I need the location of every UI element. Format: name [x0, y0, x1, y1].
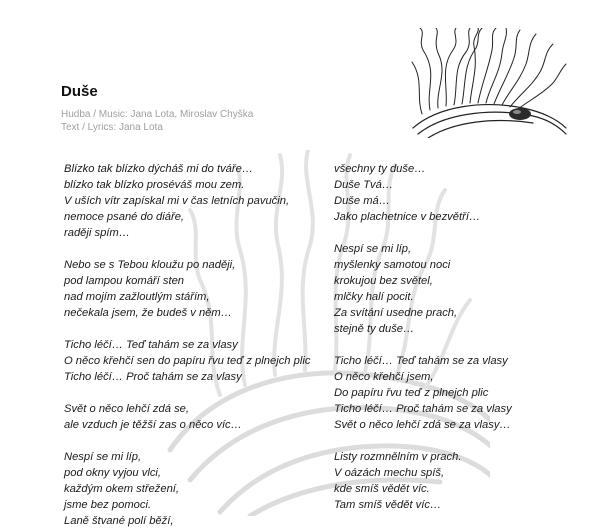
stanza	[334, 449, 584, 513]
lyric-line: mlčky halí pocit.	[334, 291, 414, 303]
lyric-line: krokujou bez světel,	[334, 275, 433, 287]
lyric-line: Svět o něco lehčí zdá se,	[64, 403, 190, 415]
lyric-line: Za svítání usedne prach,	[334, 307, 458, 319]
lyrics-column-right	[334, 161, 584, 513]
lyric-line: O něco křehčí jsem,	[334, 371, 434, 383]
lyric-line: Svět o něco lehčí zdá se za vlasy…	[334, 419, 511, 431]
lyric-line: ale vzduch je těžší zas o něco víc…	[64, 419, 242, 431]
lyric-line: stejně ty duše…	[334, 323, 415, 335]
lyric-line: Ticho léčí… Teď tahám se za vlasy	[334, 355, 508, 367]
lyric-line: Ticho léčí… Proč tahám se za vlasy	[64, 371, 242, 383]
lyric-line: Nespí se mi líp,	[334, 243, 412, 255]
lyric-line: nad mojím zažloutlým stářím,	[64, 291, 210, 303]
lyric-line: Nebo se s Tebou kloužu po naději,	[64, 259, 236, 271]
lyric-line: Laně štvané polí běží,	[64, 515, 174, 527]
lyrics-column-left	[64, 161, 314, 529]
lyric-line: Duše Tvá…	[334, 179, 394, 191]
stanza	[334, 353, 584, 433]
lyric-line: raději spím…	[64, 227, 130, 239]
stanza	[64, 257, 314, 321]
lyric-line: myšlenky samotou noci	[334, 259, 451, 271]
lyric-line: nemoce psané do diáře,	[64, 211, 185, 223]
lyric-line: O něco křehčí sen do papíru řvu teď z plnejch plic	[64, 355, 311, 367]
lyric-line: Blízko tak blízko dýcháš mi do tváře…	[64, 163, 254, 175]
lyrics-credit: Text / Lyrics: Jana Lota	[61, 122, 163, 133]
lyric-line: všechny ty duše…	[334, 163, 426, 175]
lyric-line: pod lampou komáří sten	[64, 275, 185, 287]
lyric-line: blízko tak blízko proséváš mou zem.	[64, 179, 245, 191]
song-title: Duše	[61, 83, 98, 100]
lyric-line: V oázách mechu spíš,	[334, 467, 445, 479]
lyric-line: Listy rozmnělním v prach.	[334, 451, 462, 463]
lyric-line: nečekala jsem, že budeš v něm…	[64, 307, 232, 319]
stanza	[64, 161, 314, 241]
stanza	[334, 241, 584, 337]
lyric-line: kde smíš vědět víc.	[334, 483, 430, 495]
lyric-line: Ticho léčí… Teď tahám se za vlasy	[64, 339, 238, 351]
stanza	[64, 449, 314, 529]
stanza	[64, 337, 314, 385]
lyric-line: Jako plachetnice v bezvětří…	[334, 211, 481, 223]
lyric-line: Tam smíš vědět víc…	[334, 499, 442, 511]
lyric-line: Nespí se mi líp,	[64, 451, 142, 463]
lyric-line: pod okny vyjou vlci,	[64, 467, 162, 479]
lyric-line: Ticho léčí… Proč tahám se za vlasy	[334, 403, 512, 415]
lyric-line: Duše má…	[334, 195, 390, 207]
lyric-line: jsme bez pomoci.	[64, 499, 152, 511]
lyric-line: každým okem střežení,	[64, 483, 180, 495]
music-credit: Hudba / Music: Jana Lota, Miroslav Chyška	[61, 109, 254, 120]
lyric-line: V uších vítr zapískal mi v čas letních pavučin,	[64, 195, 290, 207]
sun-rays-logo-icon	[408, 28, 568, 138]
lyric-line: Do papíru řvu teď z plnejch plic	[334, 387, 489, 399]
stanza	[64, 401, 314, 433]
stanza	[334, 161, 584, 225]
stone-shape	[509, 108, 531, 120]
